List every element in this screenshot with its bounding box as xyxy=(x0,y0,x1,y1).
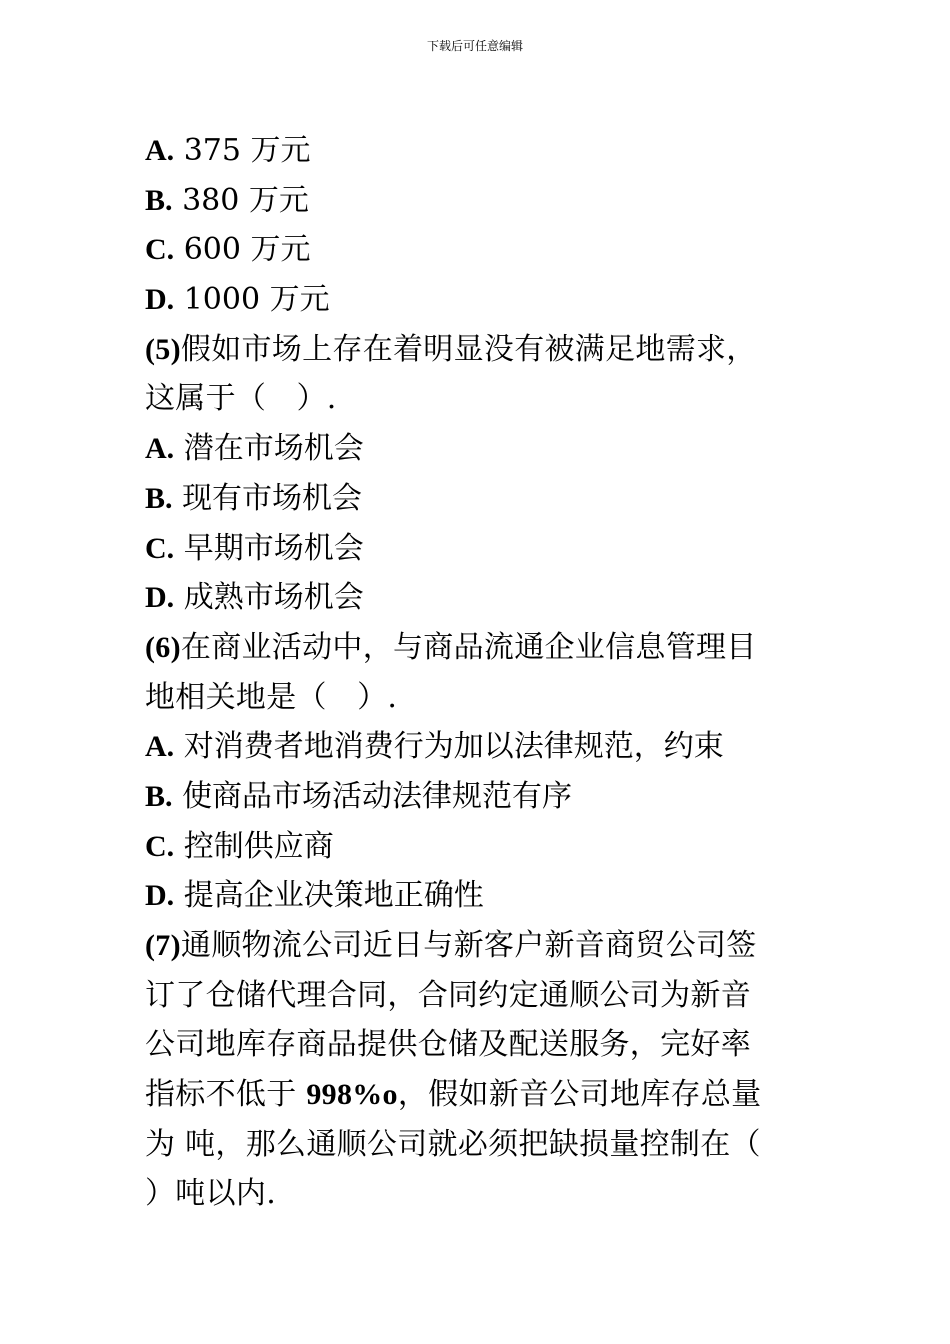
option-label: C. xyxy=(145,531,175,565)
question-text: 地相关地是（ ）. xyxy=(145,679,398,715)
option-text: 控制供应商 xyxy=(183,828,334,864)
document-body xyxy=(145,126,813,1219)
option-text: 提高企业决策地正确性 xyxy=(183,878,484,914)
question-text: 这属于（ ）. xyxy=(145,381,337,417)
option-text: 375 万元 xyxy=(183,133,311,168)
option-text: 1000 万元 xyxy=(183,282,330,318)
question-number: (6) xyxy=(145,630,181,664)
option-text: 早期市场机会 xyxy=(183,530,364,566)
option-label: C. xyxy=(145,829,175,863)
rate-value: 998%o xyxy=(306,1078,398,1112)
question-text: 为 吨，那么通顺公司就必须把缺损量控制在（ xyxy=(145,1126,761,1162)
option-text: 600 万元 xyxy=(183,232,311,268)
q7-stem-line-3 xyxy=(145,1020,813,1070)
option-label: B. xyxy=(145,183,173,217)
q4-option-c xyxy=(145,225,813,275)
q6-option-c xyxy=(145,822,813,872)
option-label: D. xyxy=(145,879,175,913)
q5-stem-line-1 xyxy=(145,325,813,375)
q5-option-a xyxy=(145,424,813,474)
question-text: 通顺物流公司近日与新客户新音商贸公司签 xyxy=(180,928,757,963)
option-label: B. xyxy=(145,481,173,515)
q7-stem-line-1 xyxy=(145,921,813,971)
q5-option-b xyxy=(145,474,813,524)
option-label: B. xyxy=(145,779,173,813)
question-number: (5) xyxy=(145,332,181,366)
question-text: 订了仓储代理合同，合同约定通顺公司为新音 xyxy=(145,977,751,1013)
option-text: 潜在市场机会 xyxy=(183,431,364,467)
question-text: ，假如新音公司地库存总量 xyxy=(397,1077,762,1113)
question-text: ）吨以内. xyxy=(145,1176,277,1212)
option-text: 成熟市场机会 xyxy=(183,580,364,616)
option-label: A. xyxy=(145,134,175,167)
q5-option-c xyxy=(145,524,813,574)
q7-stem-line-5 xyxy=(145,1120,813,1170)
option-text: 使商品市场活动法律规范有序 xyxy=(182,778,573,814)
q4-option-a xyxy=(145,126,813,176)
q5-option-d xyxy=(145,573,813,623)
q6-option-d xyxy=(145,871,813,921)
option-text: 现有市场机会 xyxy=(182,480,363,516)
question-text: 指标不低于 xyxy=(145,1077,307,1113)
option-label: A. xyxy=(145,730,175,764)
question-text: 在商业活动中，与商品流通企业信息管理目 xyxy=(180,629,757,665)
question-text: 假如市场上存在着明显没有被满足地需求， xyxy=(180,331,757,367)
q5-stem-line-2 xyxy=(145,374,813,424)
question-number: (7) xyxy=(145,929,181,962)
option-label: D. xyxy=(145,581,175,615)
q4-option-b xyxy=(145,176,813,226)
q4-option-d xyxy=(145,275,813,325)
option-label: D. xyxy=(145,283,175,317)
q7-stem-line-6 xyxy=(145,1169,813,1219)
option-label: C. xyxy=(145,233,175,267)
q6-stem-line-2 xyxy=(145,673,813,723)
option-text: 380 万元 xyxy=(182,182,309,218)
header-note: 下载后可任意编辑 xyxy=(426,39,523,53)
q7-stem-line-4 xyxy=(145,1070,813,1120)
question-text: 公司地库存商品提供仓储及配送服务，完好率 xyxy=(145,1027,751,1063)
option-label: A. xyxy=(145,432,175,466)
q7-stem-line-2 xyxy=(145,971,813,1021)
q6-option-a xyxy=(145,722,813,772)
q6-option-b xyxy=(145,772,813,822)
q6-stem-line-1 xyxy=(145,623,813,673)
option-text: 对消费者地消费行为加以法律规范，约束 xyxy=(183,729,724,765)
